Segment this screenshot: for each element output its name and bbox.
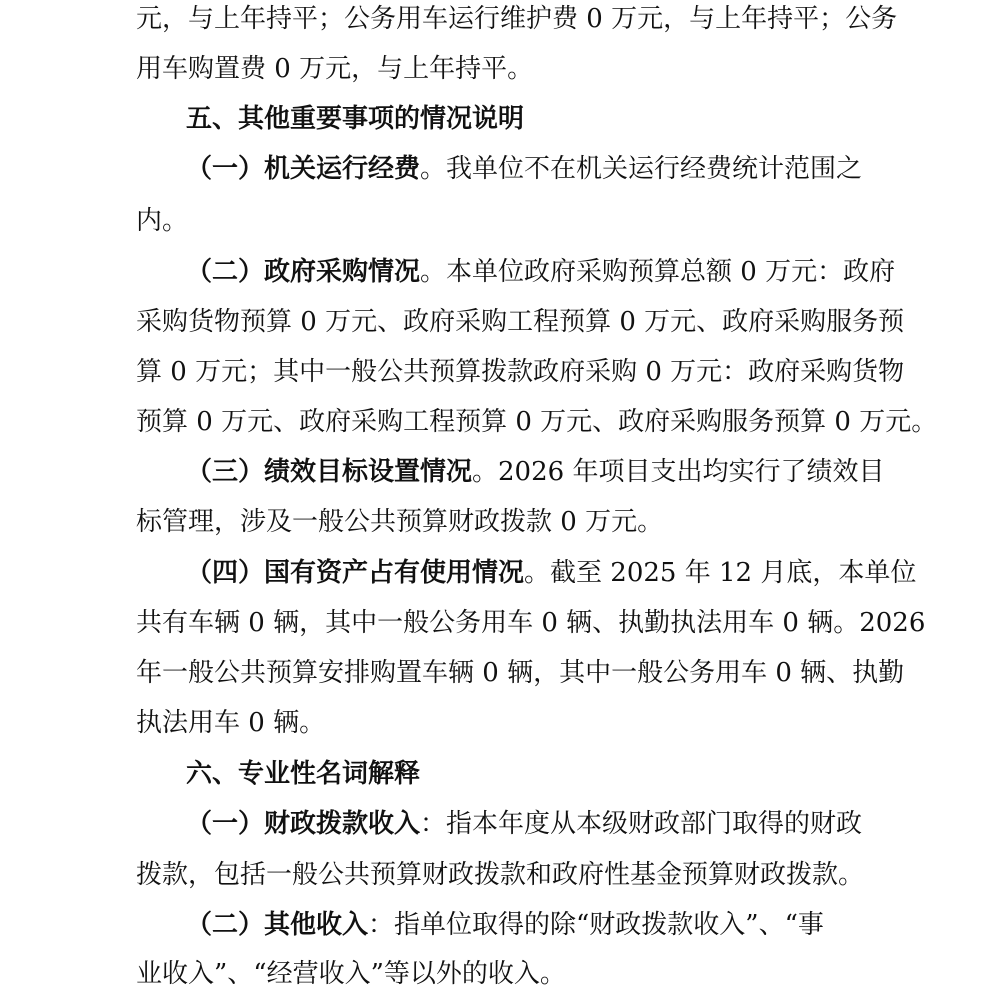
paragraph-line: [186, 807, 862, 841]
paragraph-text: ：指本年度从本级财政部门取得的财政: [420, 809, 863, 839]
paragraph-lead: （一）财政拨款收入: [186, 809, 421, 839]
body-line: 算 0 万元；其中一般公共预算拨款政府采购 0 万元：政府采购货物: [136, 357, 905, 387]
paragraph-text: 。我单位不在机关运行经费统计范围之: [420, 154, 863, 184]
body-line: 标管理，涉及一般公共预算财政拨款 0 万元。: [136, 507, 664, 537]
paragraph-line: [186, 152, 862, 186]
paragraph-line: [186, 908, 824, 942]
paragraph-lead: （二）政府采购情况: [186, 257, 421, 287]
body-line: 元，与上年持平；公务用车运行维护费 0 万元，与上年持平；公务: [136, 4, 898, 34]
section-heading: 六、专业性名词解释: [186, 759, 421, 789]
paragraph-text: ：指单位取得的除“财政拨款收入”、“事: [368, 910, 824, 940]
paragraph-text: 。截至 2025 年 12 月底，本单位: [524, 558, 917, 588]
body-line: 业收入”、“经营收入”等以外的收入。: [136, 959, 566, 989]
paragraph-line: [186, 556, 916, 590]
body-line: 年一般公共预算安排购置车辆 0 辆，其中一般公务用车 0 辆、执勤: [136, 658, 905, 688]
paragraph-lead: （四）国有资产占有使用情况: [186, 558, 525, 588]
paragraph-lead: （一）机关运行经费: [186, 154, 421, 184]
section-heading: 五、其他重要事项的情况说明: [186, 104, 525, 134]
body-line: 执法用车 0 辆。: [136, 708, 326, 738]
body-line: 预算 0 万元、政府采购工程预算 0 万元、政府采购服务预算 0 万元。: [136, 407, 938, 437]
body-line: 共有车辆 0 辆，其中一般公务用车 0 辆、执勤执法用车 0 辆。2026: [136, 608, 926, 638]
body-line: 拨款，包括一般公共预算财政拨款和政府性基金预算财政拨款。: [136, 860, 865, 890]
paragraph-line: [186, 255, 895, 289]
body-line: 采购货物预算 0 万元、政府采购工程预算 0 万元、政府采购服务预: [136, 307, 905, 337]
body-line: 内。: [136, 206, 189, 236]
paragraph-lead: （三）绩效目标设置情况: [186, 457, 473, 487]
paragraph-lead: （二）其他收入: [186, 910, 369, 940]
body-line: 用车购置费 0 万元，与上年持平。: [136, 54, 534, 84]
paragraph-text: 。2026 年项目支出均实行了绩效目: [472, 457, 885, 487]
paragraph-line: [186, 455, 884, 489]
paragraph-text: 。本单位政府采购预算总额 0 万元：政府: [420, 257, 896, 287]
